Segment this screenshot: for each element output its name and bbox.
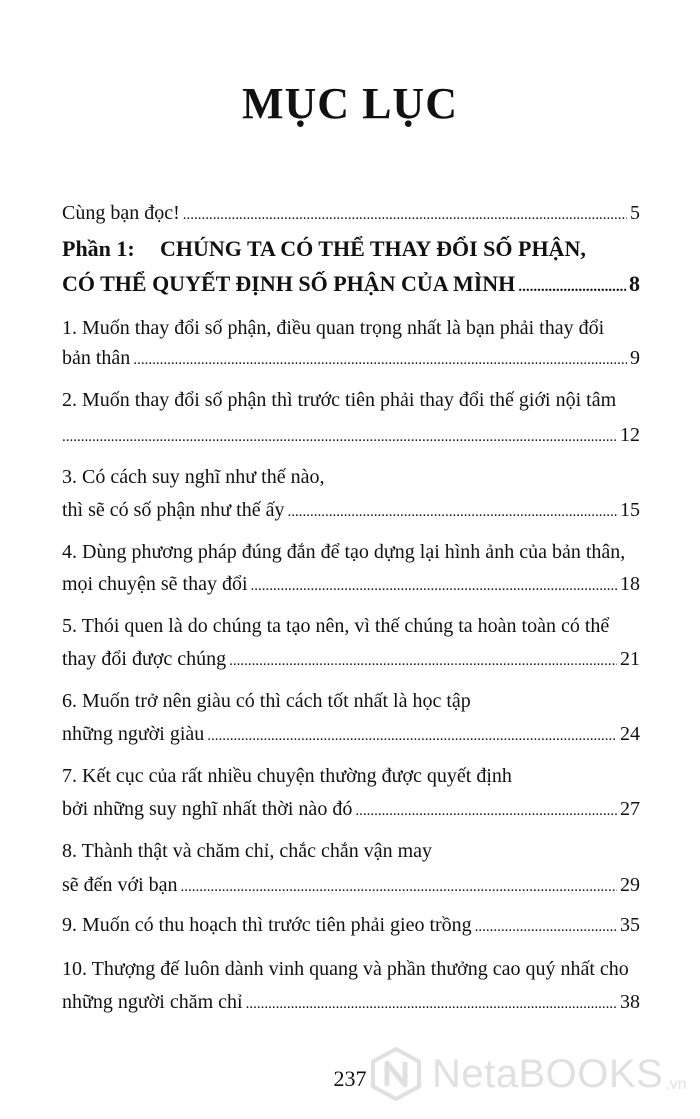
toc-entry-text: bởi những suy nghĩ nhất thời nào đó xyxy=(62,798,353,820)
toc-entry-3-line1[interactable]: 3. Có cách suy nghĩ như thế nào, xyxy=(62,466,325,488)
toc-part-1-line2[interactable] xyxy=(62,270,640,301)
toc-entry-text: những người giàu xyxy=(62,723,205,745)
dot-leader xyxy=(287,498,617,526)
dot-leader xyxy=(133,346,627,374)
part-title-line1: CHÚNG TA CÓ THỂ THAY ĐỔI SỐ PHẬN, xyxy=(160,236,586,261)
toc-entry-intro[interactable] xyxy=(62,199,640,229)
toc-page-number: 29 xyxy=(620,874,640,896)
watermark-text: NetaBOOKS xyxy=(432,1051,664,1096)
toc-entry-5-line1[interactable]: 5. Thói quen là do chúng ta tạo nên, vì thế chúng ta hoàn toàn có thể xyxy=(62,615,610,637)
dot-leader xyxy=(475,913,617,941)
toc-page-number: 15 xyxy=(620,499,640,521)
toc-entry-text: Cùng bạn đọc! xyxy=(62,202,180,224)
toc-page-number: 24 xyxy=(620,723,640,745)
toc-entry-8-line1[interactable]: 8. Thành thật và chăm chỉ, chắc chắn vận may xyxy=(62,840,433,862)
toc-entry-6-line2[interactable] xyxy=(62,720,640,750)
toc-page-number: 21 xyxy=(620,648,640,670)
toc-entry-4-line1[interactable]: 4. Dùng phương pháp đúng đắn để tạo dựng lại hình ảnh của bản thân, xyxy=(62,541,626,563)
toc-page-number: 5 xyxy=(630,202,640,224)
toc-entry-10-line2[interactable] xyxy=(62,988,640,1018)
toc-page-number: 12 xyxy=(620,424,640,446)
toc-entry-2-line2[interactable] xyxy=(62,421,640,451)
toc-entry-3-line2[interactable] xyxy=(62,496,640,526)
toc-entry-text: 9. Muốn có thu hoạch thì trước tiên phải gieo trồng xyxy=(62,914,472,936)
part-label: Phần 1: xyxy=(62,236,135,261)
toc-page-number: 8 xyxy=(629,271,640,296)
toc-entry-text: thì sẽ có số phận như thế ấy xyxy=(62,499,285,521)
part-title-line2: CÓ THỂ QUYẾT ĐỊNH SỐ PHẬN CỦA MÌNH xyxy=(62,271,516,296)
dot-leader xyxy=(181,873,617,901)
toc-page-number: 27 xyxy=(620,798,640,820)
dot-leader xyxy=(518,273,626,301)
dot-leader xyxy=(355,797,617,825)
toc-entry-text: thay đổi được chúng xyxy=(62,648,227,670)
toc-entry-text: những người chăm chỉ xyxy=(62,991,243,1013)
dot-leader xyxy=(183,201,627,229)
dot-leader xyxy=(207,722,617,750)
toc-entry-5-line2[interactable] xyxy=(62,645,640,675)
toc-page-number: 38 xyxy=(620,991,640,1013)
toc-entry-1-line2[interactable] xyxy=(62,344,640,374)
toc-entry-text: mọi chuyện sẽ thay đổi xyxy=(62,573,248,595)
watermark-suffix: .vn xyxy=(665,1076,687,1093)
toc-entry-text: bản thân xyxy=(62,347,131,369)
page-number: 237 xyxy=(333,1066,367,1091)
dot-leader xyxy=(229,647,617,675)
dot-leader xyxy=(62,423,617,451)
dot-leader xyxy=(251,572,617,600)
toc-entry-6-line1[interactable]: 6. Muốn trở nên giàu có thì cách tốt nhất là học tập xyxy=(62,690,471,712)
netabooks-logo-icon xyxy=(368,1046,424,1102)
toc-entry-2-line1[interactable]: 2. Muốn thay đổi số phận thì trước tiên phải thay đổi thế giới nội tâm xyxy=(62,389,617,411)
toc-entry-10-line1[interactable]: 10. Thượng đế luôn dành vinh quang và phần thưởng cao quý nhất cho xyxy=(62,958,629,980)
toc-entry-7-line1[interactable]: 7. Kết cục của rất nhiều chuyện thường được quyết định xyxy=(62,765,512,787)
toc-part-1-heading[interactable] xyxy=(62,235,640,263)
toc-entry-8-line2[interactable] xyxy=(62,871,640,901)
toc-page-number: 18 xyxy=(620,573,640,595)
watermark xyxy=(368,1046,687,1102)
toc-page-number: 9 xyxy=(630,347,640,369)
toc-entry-4-line2[interactable] xyxy=(62,570,640,600)
toc-entry-7-line2[interactable] xyxy=(62,795,640,825)
page-title: MỤC LỤC xyxy=(242,79,458,128)
toc-entry-1-line1[interactable]: 1. Muốn thay đổi số phận, điều quan trọng nhất là bạn phải thay đổi xyxy=(62,317,605,339)
toc-page-number: 35 xyxy=(620,914,640,936)
dot-leader xyxy=(246,990,617,1018)
toc-entry-text: sẽ đến với bạn xyxy=(62,874,178,896)
toc-entry-9[interactable] xyxy=(62,911,640,941)
